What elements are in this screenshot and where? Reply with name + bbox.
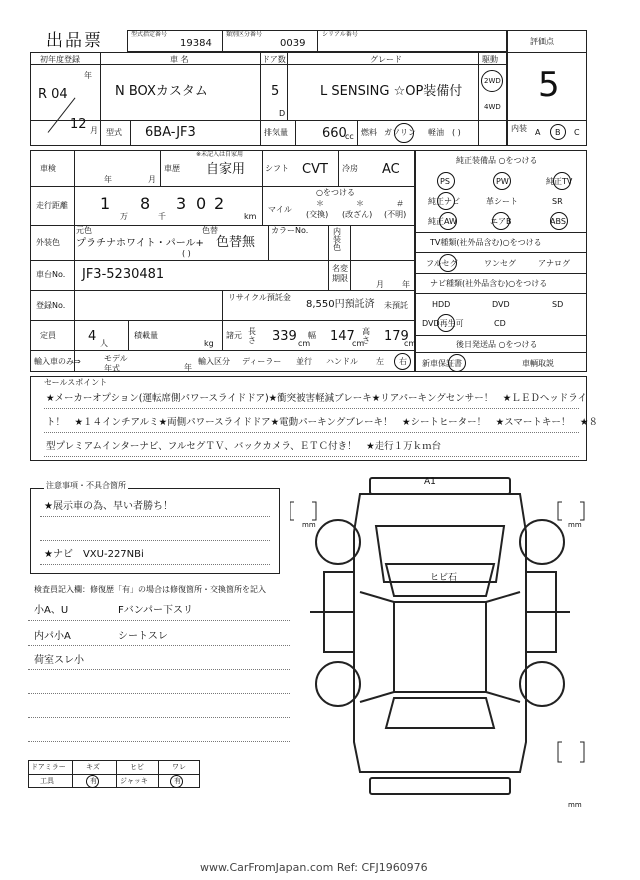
handle-left: 左 [376,357,384,366]
nav-cd: CD [494,319,506,328]
tamper-sym: ＊ [356,199,364,208]
doors-label: ドア数 [262,55,286,64]
length-label: 長さ [248,327,256,345]
first-reg-label: 初年度登録 [40,55,80,64]
reg-month: 12 [70,117,87,132]
equip-pw-circle [493,172,511,190]
fuel-bracket: ( ) [452,128,461,137]
acc-jack-circle [170,775,183,788]
inspector-label: 検査員記入欄：修復歴「有」の場合は修復箇所・交換箇所を記入 [34,585,266,594]
equip-aw-circle [439,212,457,230]
model-year-unit: 年 [184,363,192,372]
fuel-label: 燃料 [361,128,377,137]
handle-right: 右 [399,357,407,366]
acc-tools-circle [86,775,99,788]
drive-4wd: 4WD [484,103,501,111]
door-count: 5 [271,84,280,99]
mileage-digit-2: 8 [140,194,151,213]
mileage-man: 万 [120,212,128,221]
equip-title: 純正装備品 ○をつける [456,156,538,165]
nav-sd: SD [552,300,564,309]
unknown-label: (不明) [384,210,407,219]
later-warranty: 新車保証書 [422,359,462,368]
notes-line-2: ★ナビ VXU-227NBi [44,549,144,560]
color-change-label: 色替 [202,226,218,235]
inspector-line-1a: 小A、U [34,605,69,616]
interior-c: C [574,128,580,137]
mm-front-right: mm [568,521,582,529]
reg-era: R 04 [38,87,68,102]
tv-fullseg-circle [439,254,457,272]
light-oil: 軽油 [428,128,444,137]
nav-hdd: HDD [432,300,451,309]
interior-circle [550,124,566,140]
height-value: 179 [384,329,409,344]
exchange-label: (交換) [306,210,329,219]
class-value: 0039 [280,38,306,49]
fuel-circle [394,123,414,143]
color-label: 外装色 [36,238,60,247]
vin-value: JF3-5230481 [82,267,165,282]
shift-label: シフト [265,164,289,173]
grade-value: L SENSING ☆OP装備付 [320,84,463,99]
disp-label: 排気量 [264,128,288,137]
tv-title: TV種類(社外品含む)○をつける [430,238,542,247]
shaken-year-unit: 年 [104,175,112,184]
handle-label: ハンドル [326,357,358,366]
later-manual: 車輌取説 [522,359,554,368]
equip-nav-circle [437,192,455,210]
nav-title: ナビ種類(社外品含む)○をつける [430,279,548,288]
sales-line-2: ト！ ★１４インチアルミ★両側パワースライドドア★電動パーキングブレーキ！ ★シートヒーター！ ★スマートキー！ ★８ [46,417,598,428]
shaken-month-unit: 月 [148,175,156,184]
serial-label: シリアル番号 [322,31,358,38]
acc-tools: 工具 [40,777,54,785]
model-label: 車 名 [170,55,189,64]
use-value: 自家用 [206,162,246,177]
windshield-mark: ヒビ石 [430,573,458,583]
color-no-label: カラーNo. [271,226,309,235]
car-damage-diagram [290,472,590,812]
kata-value: 19384 [180,38,212,49]
car-body [354,494,526,772]
cap-unit: 人 [100,339,108,348]
import-class-label: 輸入区分 [198,357,230,366]
front-mark: A1 [424,477,436,487]
import-label: 輸入車のみ⇒ [34,357,81,366]
acc-crack: ヒビ [130,763,144,771]
sales-line-3: 型プレミアムインターナビ、フルセグＴＶ、バックカメラ、ＥＴＣ付き！ ★走行１万ｋｍ台 [46,441,442,452]
dealer-option: ディーラー [242,357,282,366]
width-label: 幅 [308,331,316,340]
equip-ps-circle [437,172,455,190]
nav-dvd-play: DVD再生可 [422,319,464,328]
disp-value: 660 [322,126,347,141]
mm-front-left: mm [302,521,316,529]
score-value: 5 [538,65,560,105]
equip-tv-circle [553,172,571,190]
acc-jack-state: 有 [174,777,181,785]
color-paren: ( ) [182,249,191,258]
ac-value: AC [382,162,400,177]
length-value: 339 [272,329,297,344]
recycle-value: 8,550円預託済 [306,299,375,310]
door-suffix: D [279,109,286,118]
color-change-value: 色替無 [216,235,256,250]
mm-rear-right: mm [568,801,582,809]
width-cm: cm [352,339,365,348]
sales-line-1: ★メーカーオプション(運転席側パワースライドドア)★衝突被害軽減ブレーキ★リアパーキングセンサー！ ★ＬＥＤヘッドライ [46,393,587,404]
height-label: 高さ [362,327,370,345]
length-cm: cm [298,339,311,348]
vin-label: 車台No. [36,270,66,279]
drive-2wd: 2WD [484,77,501,85]
recycle-not: 未預託 [384,301,408,310]
mileage-digit-4: 0 [196,194,207,213]
acc-broken: ワレ [172,763,186,771]
handle-circle [394,353,411,370]
inspector-line-2b: シートスレ [118,631,168,642]
shift-value: CVT [302,162,328,177]
nav-dvd: DVD [492,300,510,309]
recycle-label: リサイクル預託金 [228,293,291,302]
mileage-sen: 千 [158,212,166,221]
dim-label: 諸元 [226,331,242,340]
equip-abs-circle [550,212,568,230]
equip-tv: 純正TV [546,177,573,186]
orig-color-label: 元色 [76,226,92,235]
sales-label: セールスポイント [44,378,108,387]
nav-dvd-play-circle [437,314,455,332]
disp-unit: cc [345,132,354,141]
fuel-value: ガソリン [384,128,416,137]
tamper-label: (改ざん) [342,210,373,219]
equip-airbag-circle [492,212,510,230]
acc-scratch: キズ [86,763,100,771]
mileage-digit-3: 3 [176,194,187,213]
mileage-km: km [244,212,257,221]
name-change-month: 月 [376,280,384,289]
reg-label: 登録No. [36,301,66,310]
score-label: 評価点 [530,37,554,46]
mileage-label: 走行距離 [36,201,68,210]
name-change-day: 年 [402,280,410,289]
interior-a: A [535,128,541,137]
exchange-sym: ＊ [316,199,324,208]
type-label: 型式 [106,128,122,137]
height-cm: cm [404,339,417,348]
equip-sr: SR [552,197,563,206]
front-bumper [370,478,510,494]
equip-ps: PS [440,177,450,186]
tv-fullseg: フルセグ [426,259,458,268]
equip-leather: 革シート [486,197,518,206]
tv-analog: アナログ [538,259,570,268]
rear-window [386,698,494,728]
rear-bumper [370,778,510,794]
tv-oneseg: ワンセグ [484,259,516,268]
footer-watermark: www.CarFromJapan.com Ref: CFJ1960976 [200,861,428,874]
acc-mirror: ドアミラー [31,763,66,771]
ac-label: 冷房 [342,164,358,173]
equip-nav: 純正ナビ [428,197,460,206]
use-note: ※未記入は自家用 [196,151,244,158]
inspector-line-3: 荷室スレ小 [34,655,84,666]
equip-aw: 純正AW [428,217,457,226]
parallel-option: 並行 [296,357,312,366]
mileage-circle-note: ○をつける [316,188,355,197]
unknown-sym: ＃ [396,199,404,208]
type-value: 6BA-JF3 [145,125,196,140]
acc-jack: ジャッキ [120,777,148,785]
mileage-digit-5: 2 [214,194,225,213]
load-kg: kg [204,339,214,348]
model-year-label: モデル年式 [104,354,128,373]
month-unit: 月 [90,126,98,135]
grade-label: グレード [370,55,402,64]
notes-label: 注意事項・不具合箇所 [46,481,126,490]
int-color-label: 内装色 [333,227,341,252]
mileage-mile: マイル [268,205,292,214]
equip-pw: PW [496,177,509,186]
later-warranty-circle [448,354,466,372]
later-title: 後日発送品 ○をつける [456,340,538,349]
class-label: 類別区分番号 [226,31,263,38]
color-value: プラチナホワイト・パール+ [76,238,204,249]
interior-b: B [555,128,561,137]
equip-airbag: エアB [490,217,512,226]
notes-line-1: ★展示車の為、早い者勝ち！ [44,501,173,512]
cap-label: 定員 [40,331,56,340]
kata-label: 型式指定番号 [131,31,168,38]
shaken-label: 車検 [40,164,56,173]
mileage-digit-1: 1 [100,194,111,213]
load-label: 積載量 [134,331,158,340]
cap-value: 4 [88,329,97,344]
name-change-label: 名変期限 [332,264,348,283]
drive-label: 駆動 [482,55,498,64]
inspector-line-1b: Fバンパー下スリ [118,605,194,616]
page-title: 出品票 [46,31,103,51]
roof [394,602,486,692]
equip-abs: ABS [550,217,566,226]
use-label: 車歴 [164,164,180,173]
width-value: 147 [330,329,355,344]
model-name: N BOXカスタム [115,84,208,99]
inspector-line-2a: 内パ小A [34,631,71,642]
interior-label: 内装 [511,124,527,133]
acc-tools-state: 有 [90,777,97,785]
year-unit: 年 [84,71,92,80]
